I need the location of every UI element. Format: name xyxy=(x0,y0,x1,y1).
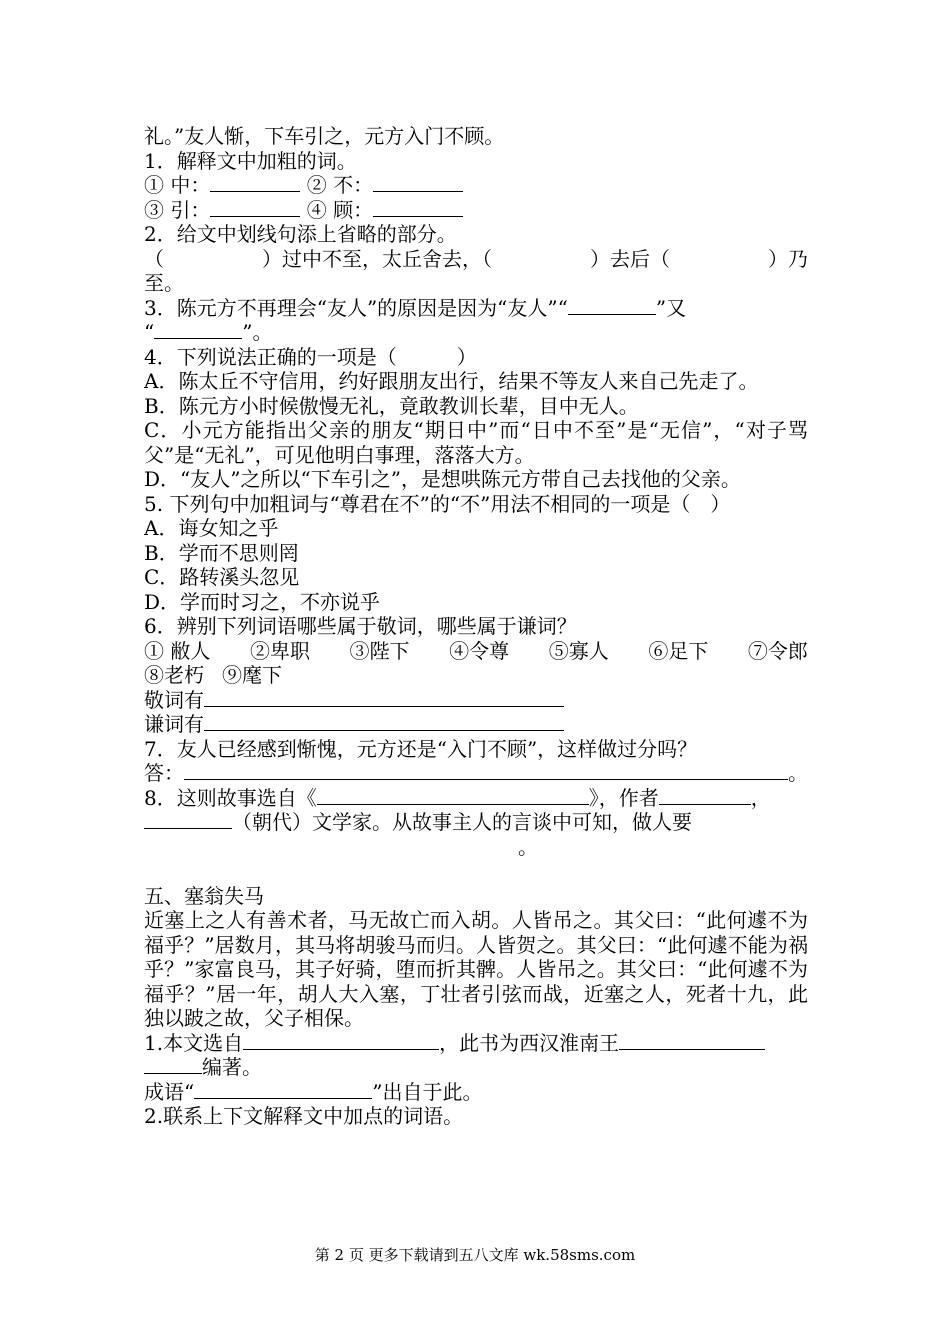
answer-label: 答： xyxy=(144,761,184,785)
answer-blank xyxy=(317,786,589,805)
answer-blank xyxy=(243,1031,439,1050)
answer-blank xyxy=(204,712,564,731)
answer-blank xyxy=(144,810,232,829)
page-footer: 第 2 页 更多下载请到五八文库 wk.58sms.com xyxy=(314,1246,636,1264)
item-label: ③ 引： xyxy=(144,197,211,222)
punctuation: 。 xyxy=(788,761,808,785)
item-label: ① 中： xyxy=(144,173,211,197)
question-text: 成语“ xyxy=(144,1079,195,1104)
question-2: 2．给文中划线句添上省略的部分。 xyxy=(144,222,457,246)
option-c: C．小元方能指出父亲的朋友“期日中”而“日中不至”是“无信”，“对子骂父”是“无礼”，可见他明白事理，落落大方。 xyxy=(144,418,808,467)
option-b: B．陈元方小时候傲慢无礼，竟敢教训长辈，目中无人。 xyxy=(144,393,639,418)
passage-text: 近塞上之人有善术者，马无故亡而入胡。人皆吊之。其父曰：“此何遽不为福乎？”居数月，其马将胡骏马而归。人皆贺之。其父曰：“此何遽不能为祸乎？”家富良马，其子好骑，堕而折其髀。人皆吊之。其父曰：“此何遽不为福乎？”居一年，胡人大入塞，丁壮者引弦而战，近塞之人，死者十九，此独以跛之故，父子相保。 xyxy=(144,908,808,1030)
question-8-cont xyxy=(144,810,808,835)
answer-blank xyxy=(210,173,300,192)
question-3-cont xyxy=(144,320,808,345)
answer-label: 敬词有 xyxy=(144,687,204,712)
question-4: 4．下列说法正确的一项是（ ） xyxy=(144,344,477,369)
idiom-answer xyxy=(144,1080,808,1105)
question-text: 编著。 xyxy=(202,1055,262,1079)
section-question-1 xyxy=(144,1031,808,1056)
word-option: ④令尊 xyxy=(449,638,510,663)
question-2-end: 至。 xyxy=(144,271,184,295)
spacer xyxy=(144,859,808,884)
paren-open: （ xyxy=(144,246,164,271)
question-text: 3．陈元方不再理会“友人”的原因是因为“友人”“ xyxy=(144,295,568,320)
question-7: 7．友人已经感到惭愧，元方还是“入门不顾”，这样做过分吗？ xyxy=(144,736,698,761)
question-text: ”。 xyxy=(242,320,273,344)
question-text: 》，作者 xyxy=(588,785,659,810)
question-8 xyxy=(144,786,808,811)
word-option: ⑨麾下 xyxy=(222,663,282,687)
option-d: D．学而时习之，不亦说乎 xyxy=(144,589,381,614)
question-text: 8．这则故事选自《 xyxy=(144,785,317,810)
question-7-answer xyxy=(144,761,808,786)
question-6-options xyxy=(144,639,808,664)
answer-blank xyxy=(194,1080,372,1099)
question-1-items-row1 xyxy=(144,173,808,198)
question-2-fill xyxy=(144,247,808,272)
answer-blank xyxy=(659,786,751,805)
word-option: ②卑职 xyxy=(249,638,310,663)
option-b: B．学而不思则罔 xyxy=(144,540,299,565)
question-6-options-row2 xyxy=(144,663,808,688)
question-text: 1.本文选自 xyxy=(144,1030,244,1055)
question-text: “ xyxy=(144,320,155,344)
option-a: A．诲女知之乎 xyxy=(144,516,279,540)
question-text: ”出自于此。 xyxy=(372,1079,483,1104)
fill-text: ）去后（ xyxy=(590,246,670,271)
answer-blank xyxy=(373,173,463,192)
word-option: ⑧老朽 xyxy=(144,663,204,687)
question-text: ，此书为西汉淮南王 xyxy=(439,1030,620,1055)
text-line: 礼。”友人惭，下车引之，元方入门不顾。 xyxy=(144,124,505,148)
section-title: 五、塞翁失马 xyxy=(144,883,264,908)
option-a: A．陈太丘不守信用，约好跟朋友出行，结果不等友人来自己先走了。 xyxy=(144,369,759,393)
answer-blank xyxy=(204,688,564,707)
document-body xyxy=(144,124,808,1129)
question-text: ”又 xyxy=(655,295,687,320)
honorific-answer xyxy=(144,688,808,713)
word-option: ① 敝人 xyxy=(144,638,211,663)
answer-blank xyxy=(619,1031,765,1050)
word-option: ③陛下 xyxy=(349,638,410,663)
option-c: C．路转溪头忽见 xyxy=(144,565,300,589)
answer-label: 谦词有 xyxy=(144,712,204,736)
humble-answer xyxy=(144,712,808,737)
word-option: ⑥足下 xyxy=(648,638,709,663)
fill-text: ）过中不至，太丘舍去，（ xyxy=(262,246,492,271)
answer-blank xyxy=(144,1055,202,1074)
answer-blank xyxy=(373,198,463,217)
question-1-items-row2 xyxy=(144,198,808,223)
answer-blank xyxy=(154,320,242,339)
question-8-end: 。 xyxy=(518,834,538,859)
punctuation: ， xyxy=(750,785,771,810)
option-d: D．“友人”之所以“下车引之”，是想哄陈元方带自己去找他的父亲。 xyxy=(144,467,741,491)
answer-blank xyxy=(210,198,300,217)
section-question-1-cont xyxy=(144,1055,808,1080)
question-6: 6．辨别下列词语哪些属于敬词，哪些属于谦词？ xyxy=(144,614,577,638)
word-option: ⑤寡人 xyxy=(548,638,609,663)
question-1: 1．解释文中加粗的词。 xyxy=(144,148,357,173)
fill-text: ）乃 xyxy=(768,246,808,271)
question-text: （朝代）文学家。从故事主人的言谈中可知，做人要 xyxy=(232,810,692,834)
question-5: 5. 下列句中加粗词与“尊君在不”的“不”用法不相同的一项是（ ） xyxy=(144,491,731,516)
item-label: ④ 顾： xyxy=(306,197,374,222)
word-option: ⑦令郎 xyxy=(747,638,808,663)
answer-blank xyxy=(568,296,656,315)
answer-blank xyxy=(184,761,788,780)
section-question-2: 2.联系上下文解释文中加点的词语。 xyxy=(144,1104,464,1128)
item-label: ② 不： xyxy=(306,173,374,197)
question-3 xyxy=(144,296,808,321)
